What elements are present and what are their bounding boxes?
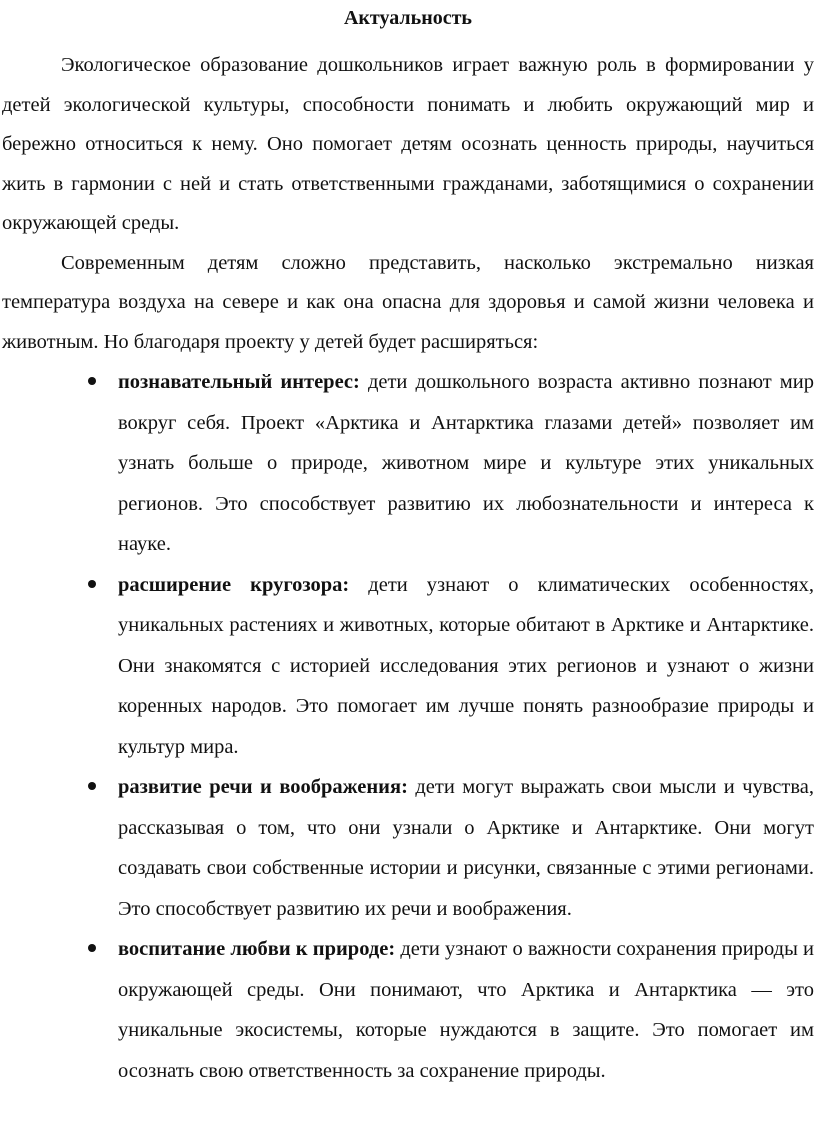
list-item <box>118 565 814 768</box>
list-item-term: развитие речи и воображения: <box>118 776 408 798</box>
paragraph-intro: Экологическое образование дошкольников играет важную роль в формировании у детей экологической культуры, способности понимать и любить окружающий мир и бережно относиться к нему. Оно помогает детям осознать ценность природы, научиться жить в гармонии с ней и стать ответственными гражданами, заботящимися о сохранении окружающей среды. <box>2 54 814 234</box>
list-item <box>118 362 814 565</box>
list-item <box>118 767 814 929</box>
bullet-icon <box>88 944 96 952</box>
list-item-text: дети дошкольного возраста активно познают мир вокруг себя. Проект «Арктика и Антарктика глазами детей» позволяет им узнать больше о природе, животном мире и культуре этих уникальных регионов. Это способствует развитию их любознательности и интереса к науке. <box>118 371 814 555</box>
list-item-text: дети узнают о важности сохранения природы и окружающей среды. Они понимают, что Арктика и Антарктика — это уникальные экосистемы, которые нуждаются в защите. Это помогает им осознать свою ответственность за сохранение природы. <box>118 938 815 1082</box>
list-item <box>118 929 814 1091</box>
list-item-text: дети узнают о климатических особенностях, уникальных растениях и животных, которые обитают в Арктике и Антарктике. Они знакомятся с историей исследования этих регионов и узнают о жизни коренных народов. Это помогает им лучше понять разнообразие природы и культур мира. <box>118 573 814 758</box>
list-item-term: познавательный интерес: <box>118 371 360 393</box>
list-item-term: воспитание любви к природе: <box>118 938 396 960</box>
list-item-term: расширение кругозора: <box>118 573 350 596</box>
list-item-text: дети могут выражать свои мысли и чувства, рассказывая о том, что они узнали о Арктике и Антарктике. Они могут создавать свои собственные истории и рисунки, связанные с этими регионами. Это способствует развитию их речи и воображения. <box>118 776 815 920</box>
paragraph-context: Современным детям сложно представить, насколько экстремально низкая температура воздуха на севере и как она опасна для здоровья и самой жизни человека и животным. Но благодаря проекту у детей будет расширяться: <box>2 251 814 353</box>
bullet-icon <box>88 377 96 385</box>
document-title: Актуальность <box>343 7 473 29</box>
bullet-icon <box>88 580 96 588</box>
bullet-icon <box>88 782 96 790</box>
benefits-list <box>2 362 814 1091</box>
